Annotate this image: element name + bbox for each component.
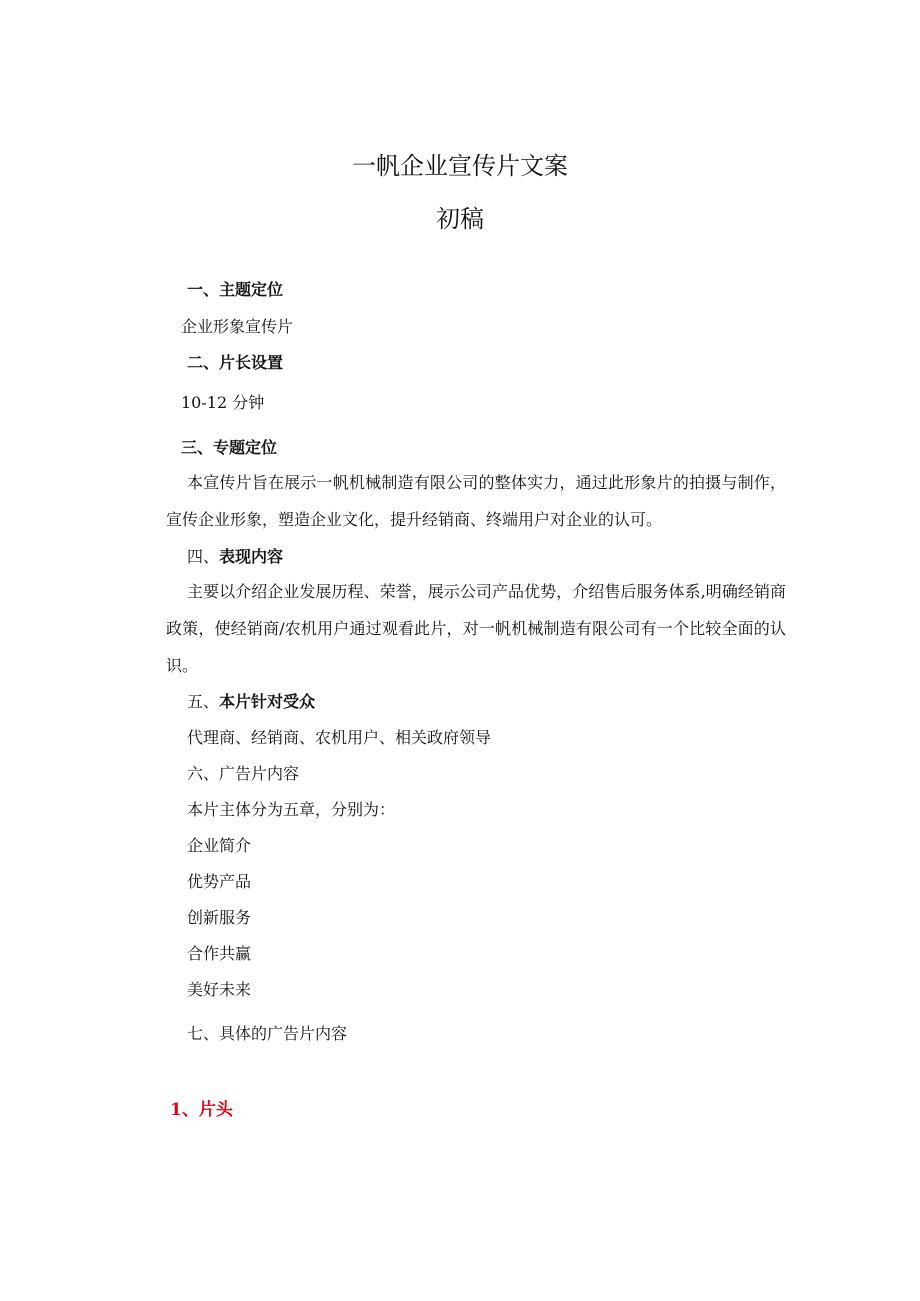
section-heading-5-number: 五、 [187,692,220,711]
chapter-item: 创新服务 [187,908,252,927]
chapter-item: 合作共赢 [187,944,252,963]
document-title: 一帆企业宣传片文案 [352,152,568,180]
section-heading-4 [187,544,283,567]
chapter-item: 优势产品 [187,872,252,891]
document-subtitle: 初稿 [436,205,484,233]
section-paragraph-3: 本宣传片旨在展示一帆机械制造有限公司的整体实力，通过此形象片的拍摄与制作，宣传企业形象，塑造企业文化，提升经销商、终端用户对企业的认可。 [166,473,786,529]
subsection-heading-1: 1、片头 [170,1100,233,1120]
section-heading-3: 三、专题定位 [181,438,278,457]
section-heading-4-number: 四、 [187,547,220,566]
section-heading-7: 七、具体的广告片内容 [187,1024,348,1043]
section-heading-2: 二、片长设置 [187,353,284,372]
section-heading-6: 六、广告片内容 [187,764,300,783]
section-paragraph-4: 主要以介绍企业发展历程、荣誉，展示公司产品优势，介绍售后服务体系,明确经销商政策，使经销商/农机用户通过观看此片，对一帆机械制造有限公司有一个比较全面的认识。 [166,582,786,675]
section-heading-5-title: 本片针对受众 [219,692,316,711]
chapter-item: 企业简介 [187,836,252,855]
section-text-6: 本片主体分为五章，分别为： [187,800,396,819]
section-text-2: 10-12 分钟 [181,393,265,412]
section-heading-1: 一、主题定位 [187,280,284,299]
section-heading-5 [187,689,315,712]
chapter-item: 美好未来 [187,980,252,999]
section-text-5: 代理商、经销商、农机用户、相关政府领导 [187,728,492,747]
section-text-1: 企业形象宣传片 [181,317,294,336]
section-heading-4-title: 表现内容 [219,547,284,566]
